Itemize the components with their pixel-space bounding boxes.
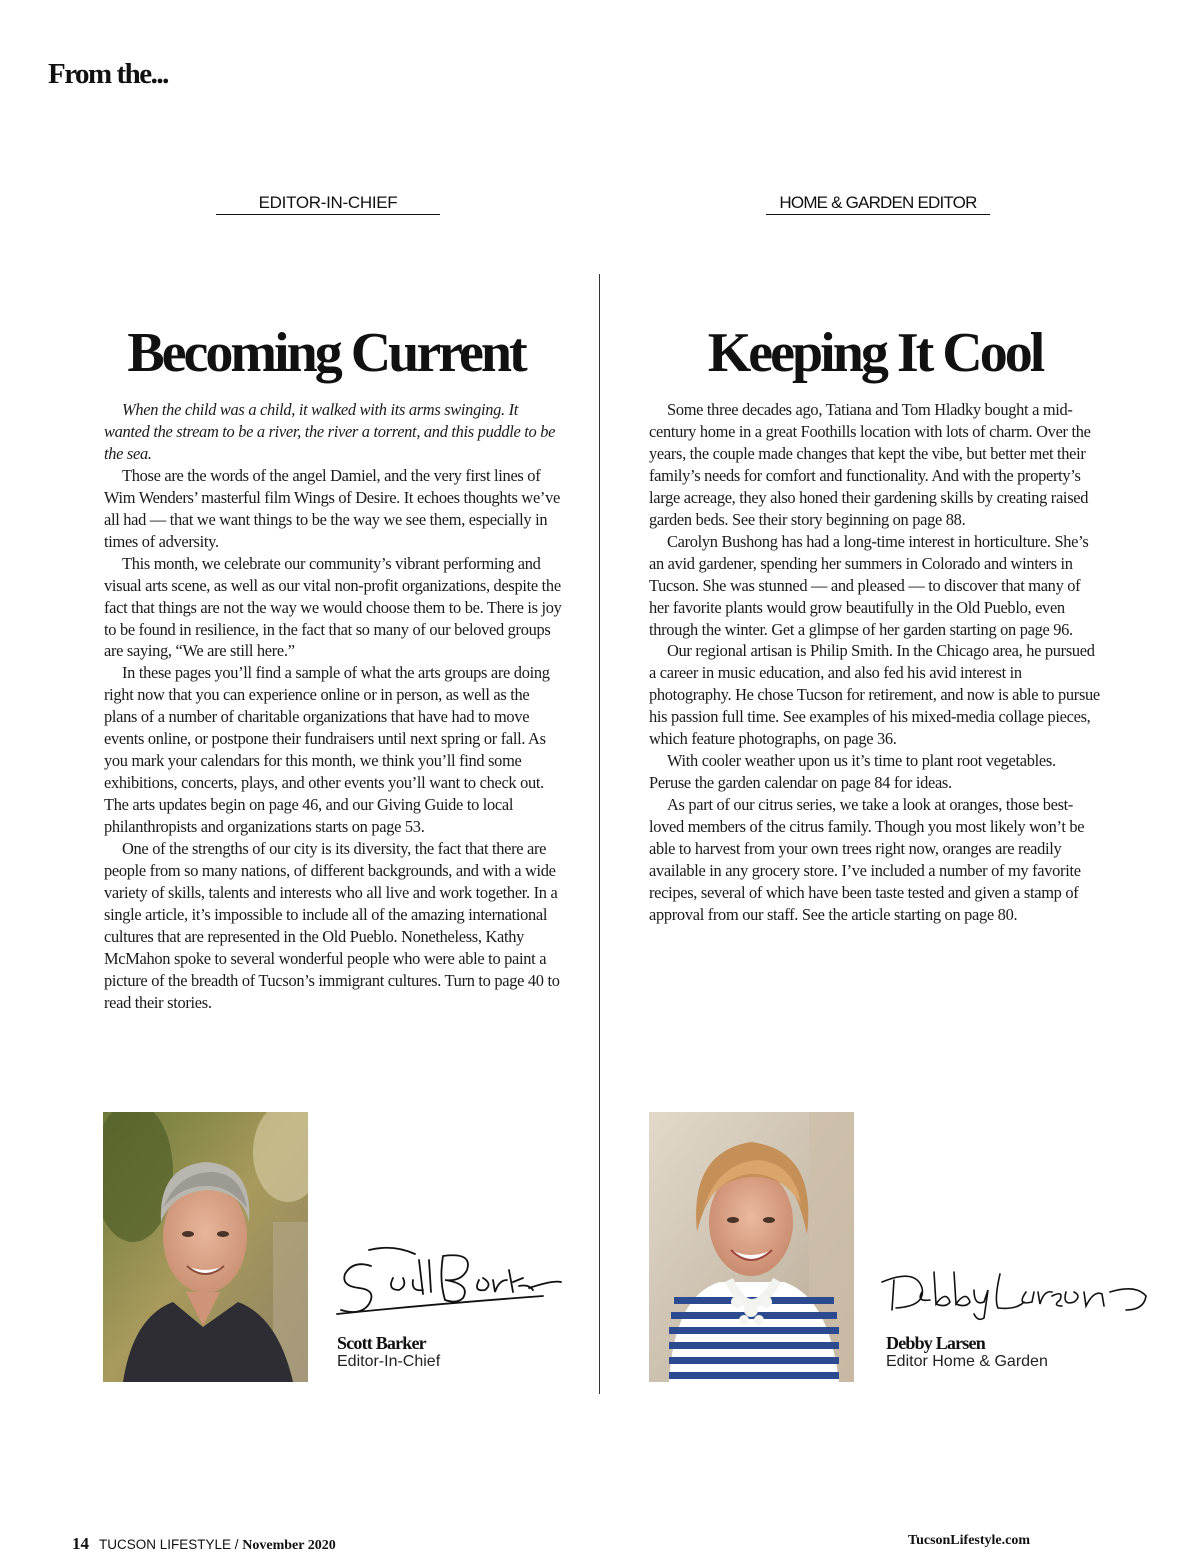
garden-editor-letter-body — [649, 399, 1101, 926]
body-paragraph: One of the strengths of our city is its diversity, the fact that there are people from so many nations, of different backgrounds, and with a wide variety of skills, talents and interests who all live and work together. In a single article, it’s impossible to include all of the amazing international cultures that are represented in the Old Pueblo. Nonetheless, Kathy McMahon spoke to several wonderful people who were able to paint a picture of the breadth of Tucson’s immigrant cultures. Turn to page 40 to read their stories. — [104, 839, 560, 1012]
editor-name-debby-larsen: Debby Larsen — [886, 1333, 985, 1353]
editor-name-scott-barker: Scott Barker — [337, 1333, 426, 1353]
body-paragraph: Our regional artisan is Philip Smith. In the Chicago area, he pursued a career in music education, and also fed his avid interest in photography. He chose Tucson for retirement, and now is able to pursue his passion full time. See examples of his mixed-media collage pieces, which feature photographs, on page 36. — [649, 641, 1100, 749]
editor-letter-body — [104, 399, 562, 1014]
body-paragraph: This month, we celebrate our community’s vibrant performing and visual arts scene, as well as our vital non-profit organizations, despite the fact that things are not the way we would choose them to be. There is joy to be found in resilience, in the fact that so many of our beloved groups are saying, “We are still here.” — [104, 553, 562, 661]
footer-website: TucsonLifestyle.com — [908, 1533, 1030, 1548]
body-paragraph: Those are the words of the angel Damiel, and the very first lines of Wim Wenders’ masterful film Wings of Desire. It echoes thoughts we’ve all had — that we want things to be the way we see them, especially in times of adversity. — [104, 465, 560, 551]
editor-title-right: Editor Home & Garden — [886, 1353, 1048, 1370]
body-paragraph: In these pages you’ll find a sample of what the arts groups are doing right now that you can experience online or in person, as well as the plans of a number of charitable organizations that have had to move events online, or postpone their fundraisers until next spring or fall. As you mark your calendars for this month, we think you’ll find some exhibitions, concerts, plays, and other events you’ll want to check out. The arts updates begin on page 46, and our Giving Guide to local philanthropists and organizations starts on page 53. — [104, 663, 550, 837]
headline-right: Keeping It Cool — [707, 322, 1043, 384]
magazine-name: TUCSON LIFESTYLE / — [99, 1537, 243, 1552]
body-paragraph: With cooler weather upon us it’s time to plant root vegetables. Peruse the garden calendar on page 84 for ideas. — [649, 751, 1056, 793]
section-tag: From the... — [48, 58, 168, 90]
column-divider — [599, 274, 600, 1394]
signature-scott-barker — [333, 1240, 563, 1322]
editor-title-left: Editor-In-Chief — [337, 1353, 441, 1370]
portrait-photo-scott-barker — [103, 1112, 308, 1382]
role-label-editor-in-chief: EDITOR-IN-CHIEF — [216, 193, 440, 215]
page-number: 14 — [72, 1534, 89, 1553]
portrait-photo-debby-larsen — [649, 1112, 854, 1382]
headline-left: Becoming Current — [127, 322, 525, 384]
footer-folio — [72, 1534, 336, 1554]
signature-debby-larsen — [876, 1262, 1156, 1322]
body-paragraph: As part of our citrus series, we take a look at oranges, those best-loved members of the citrus family. Though you most likely won’t be able to harvest from your own trees right now, oranges are readily available in any grocery store. I’ve included a number of my favorite recipes, several of which have been taste tested and given a stamp of approval from our staff. See the article starting on page 80. — [649, 795, 1085, 924]
body-paragraph: Some three decades ago, Tatiana and Tom Hladky bought a mid-century home in a great Foothills location with lots of charm. Over the years, the couple made changes that kept the vibe, but better met their family’s needs for comfort and functionality. And with the property’s large acreage, they also honed their gardening skills by creating raised garden beds. See their story beginning on page 88. — [649, 400, 1091, 529]
body-paragraph: Carolyn Bushong has had a long-time interest in horticulture. She’s an avid gardener, spending her summers in Colorado and winters in Tucson. She was stunned — and pleased — to discover that many of her favorite plants would grow beautifully in the Old Pueblo, even through the winter. Get a glimpse of her garden starting on page 96. — [649, 531, 1089, 639]
lead-paragraph: When the child was a child, it walked with its arms swinging. It wanted the stream to be a river, the river a torrent, and this puddle to be the sea. — [104, 400, 556, 463]
role-label-home-garden-editor: HOME & GARDEN EDITOR — [766, 193, 990, 215]
issue-date: November 2020 — [242, 1538, 336, 1553]
